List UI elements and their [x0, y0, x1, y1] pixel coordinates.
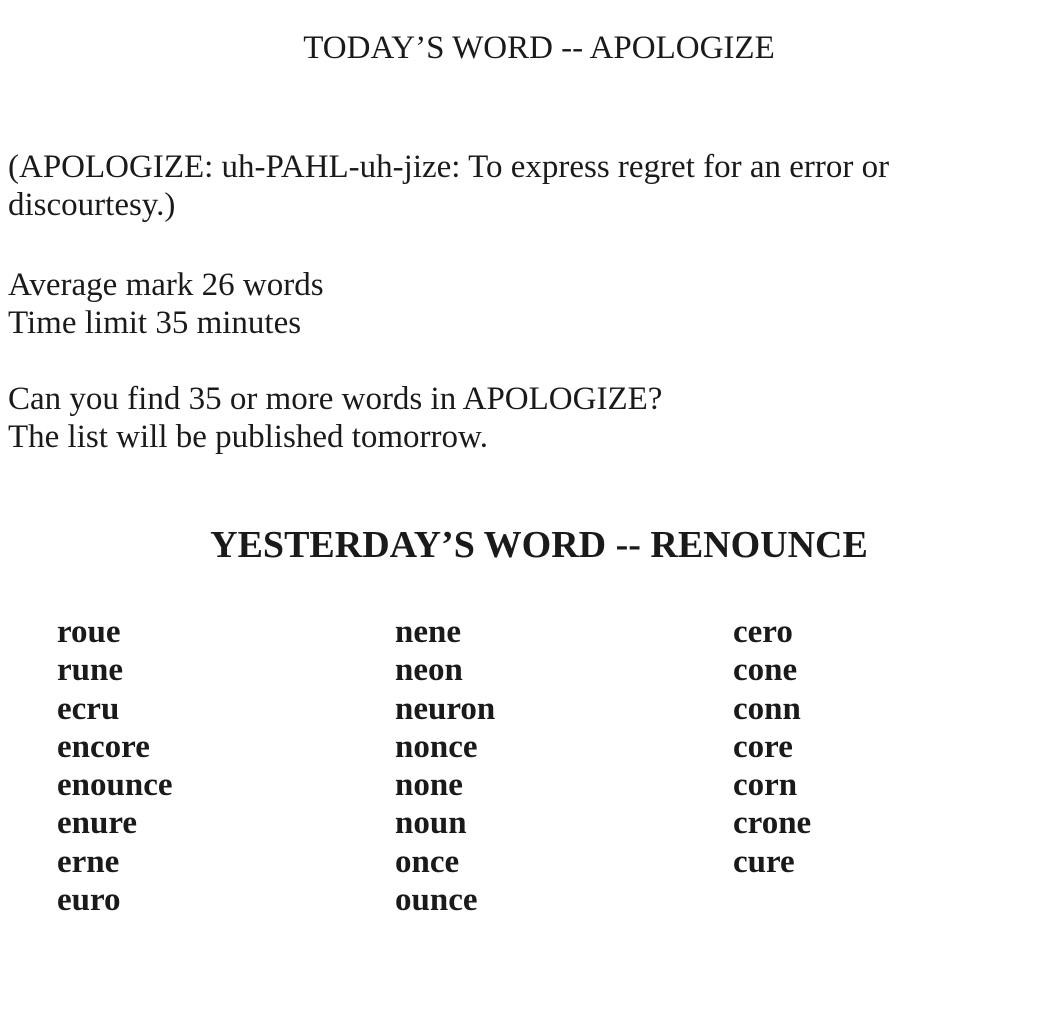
list-item: crone [733, 805, 812, 842]
list-item: euro [57, 882, 121, 919]
definition-line-2: discourtesy.) [8, 187, 176, 223]
list-item: neon [395, 652, 463, 689]
list-item: cure [733, 843, 795, 880]
list-item: enounce [57, 767, 173, 804]
list-item: none [395, 767, 463, 804]
list-item: noun [395, 805, 467, 842]
list-item: encore [57, 728, 150, 765]
definition [8, 148, 1018, 224]
list-item: nonce [395, 728, 478, 765]
list-item: rune [57, 652, 123, 689]
stats [8, 266, 324, 342]
list-item: conn [733, 690, 801, 727]
todays-word-title: TODAY’S WORD -- APOLOGIZE [303, 30, 775, 66]
list-item: corn [733, 767, 798, 804]
list-item: neuron [395, 690, 496, 727]
list-item: core [733, 728, 793, 765]
word-list-column-3 [733, 613, 811, 881]
list-item: ounce [395, 882, 478, 919]
yesterdays-word-title: YESTERDAY’S WORD -- RENOUNCE [210, 524, 868, 566]
challenge-question: Can you find 35 or more words in APOLOGIZE? [8, 381, 663, 417]
word-list-column-1 [57, 613, 173, 919]
definition-line-1: (APOLOGIZE: uh-PAHL-uh-jize: To express regret for an error or [8, 149, 890, 185]
list-item: erne [57, 843, 120, 880]
list-item: ecru [57, 690, 120, 727]
list-item: roue [57, 614, 121, 650]
average-mark: Average mark 26 words [8, 267, 324, 303]
challenge [8, 380, 662, 456]
list-item: nene [395, 614, 461, 650]
word-list-column-2 [395, 613, 495, 919]
list-item: cone [733, 652, 798, 689]
time-limit: Time limit 35 minutes [8, 305, 302, 341]
publish-note: The list will be published tomorrow. [8, 419, 488, 455]
list-item: cero [733, 614, 793, 650]
list-item: enure [57, 805, 138, 842]
list-item: once [395, 843, 460, 880]
